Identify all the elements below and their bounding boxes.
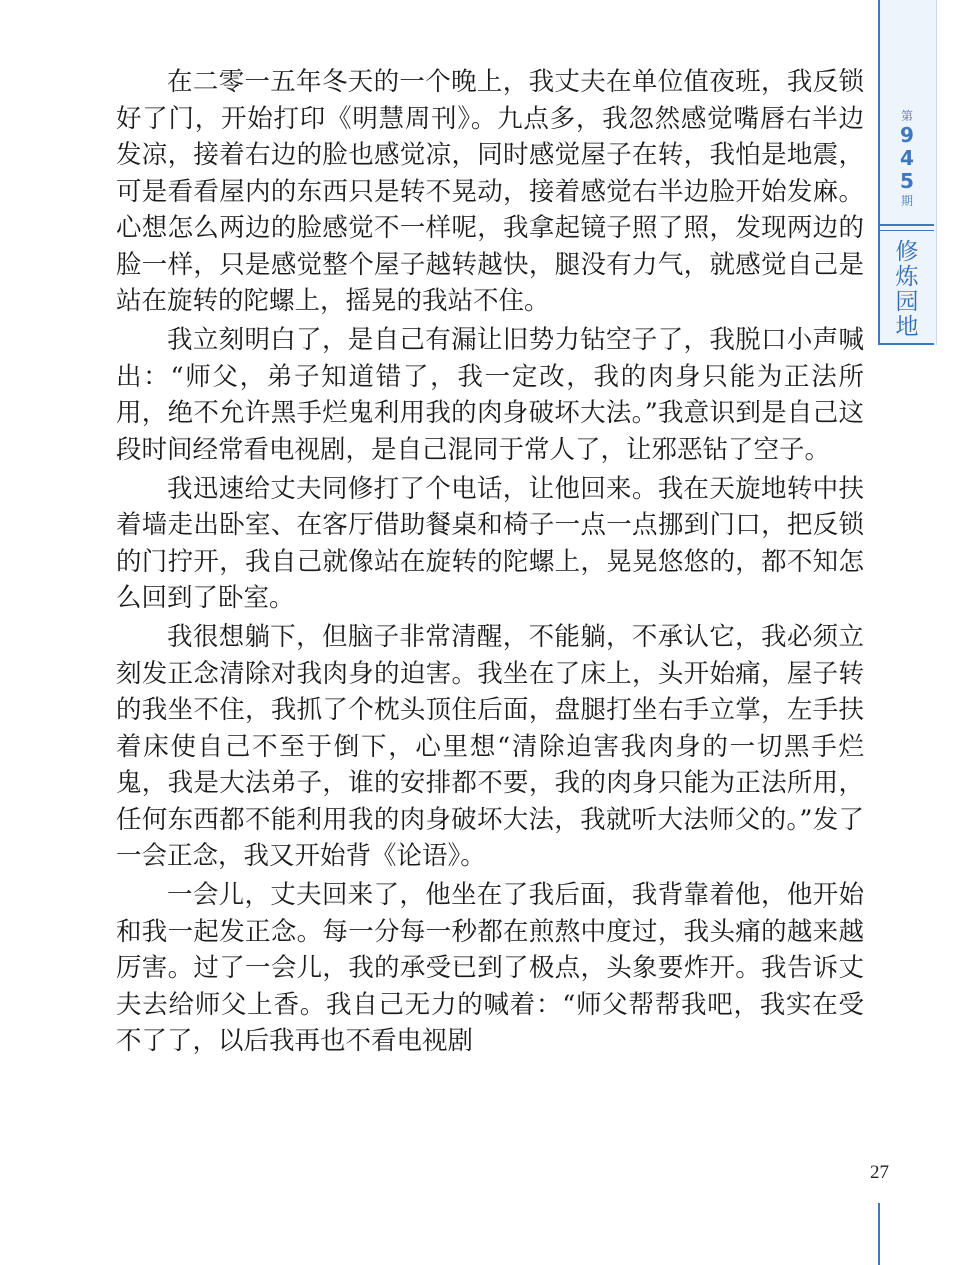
issue-suffix: 期: [900, 194, 913, 208]
column-title: [880, 240, 934, 340]
page-number: 27: [870, 1162, 889, 1183]
paragraph: 我立刻明白了，是自己有漏让旧势力钻空子了，我脱口小声喊出：“师父，弟子知道错了，我一定改，我的肉身只能为正法所用，绝不允许黑手烂鬼利用我的肉身破坏大法。”我意识到是自己这段时间经常看电视剧，是自己混同于常人了，让邪恶钻了空子。: [116, 325, 864, 465]
issue-digit: 9: [900, 123, 914, 147]
article-body: [116, 64, 864, 1060]
margin-rule: [878, 1203, 880, 1265]
sidebar-divider-inner: [878, 230, 934, 231]
issue-number: [880, 108, 934, 209]
column-title-char: 炼: [895, 264, 919, 290]
paragraph: 在二零一五年冬天的一个晚上，我丈夫在单位值夜班，我反锁好了门，开始打印《明慧周刊》。九点多，我忽然感觉嘴唇右半边发凉，接着右边的脸也感觉凉，同时感觉屋子在转，我怕是地震，可是看看屋内的东西只是转不晃动，接着感觉右半边脸开始发麻。心想怎么两边的脸感觉不一样呢，我拿起镜子照了照，发现两边的脸一样，只是感觉整个屋子越转越快，腿没有力气，就感觉自己是站在旋转的陀螺上，摇晃的我站不住。: [116, 67, 864, 316]
column-title-char: 地: [895, 314, 919, 340]
column-title-char: 园: [895, 289, 919, 315]
column-title-char: 修: [895, 239, 919, 265]
paragraph: 我迅速给丈夫同修打了个电话，让他回来。我在天旋地转中扶着墙走出卧室、在客厅借助餐桌和椅子一点一点挪到门口，把反锁的门拧开，我自己就像站在旋转的陀螺上，晃晃悠悠的，都不知怎么回到了卧室。: [116, 473, 864, 613]
issue-digit: 4: [900, 146, 914, 170]
issue-digit: 5: [900, 169, 914, 193]
issue-prefix: 第: [900, 109, 913, 123]
sidebar-divider-top: [878, 224, 934, 226]
paragraph: 一会儿，丈夫回来了，他坐在了我后面，我背靠着他，他开始和我一起发正念。每一分每一秒都在煎熬中度过，我头痛的越来越厉害。过了一会儿，我的承受已到了极点，头象要炸开。我告诉丈夫去给师父上香。我自己无力的喊着：“师父帮帮我吧，我实在受不了了，以后我再也不看电视剧: [116, 880, 864, 1056]
paragraph: 我很想躺下，但脑子非常清醒，不能躺，不承认它，我必须立刻发正念清除对我肉身的迫害。我坐在了床上，头开始痛，屋子转的我坐不住，我抓了个枕头顶住后面，盘腿打坐右手立掌，左手扶着床使自己不至于倒下，心里想“清除迫害我肉身的一切黑手烂鬼，我是大法弟子，谁的安排都不要，我的肉身只能为正法所用，任何东西都不能利用我的肉身破坏大法，我就听大法师父的。”发了一会正念，我又开始背《论语》。: [116, 622, 864, 871]
sidebar-divider-bottom: [878, 343, 934, 345]
